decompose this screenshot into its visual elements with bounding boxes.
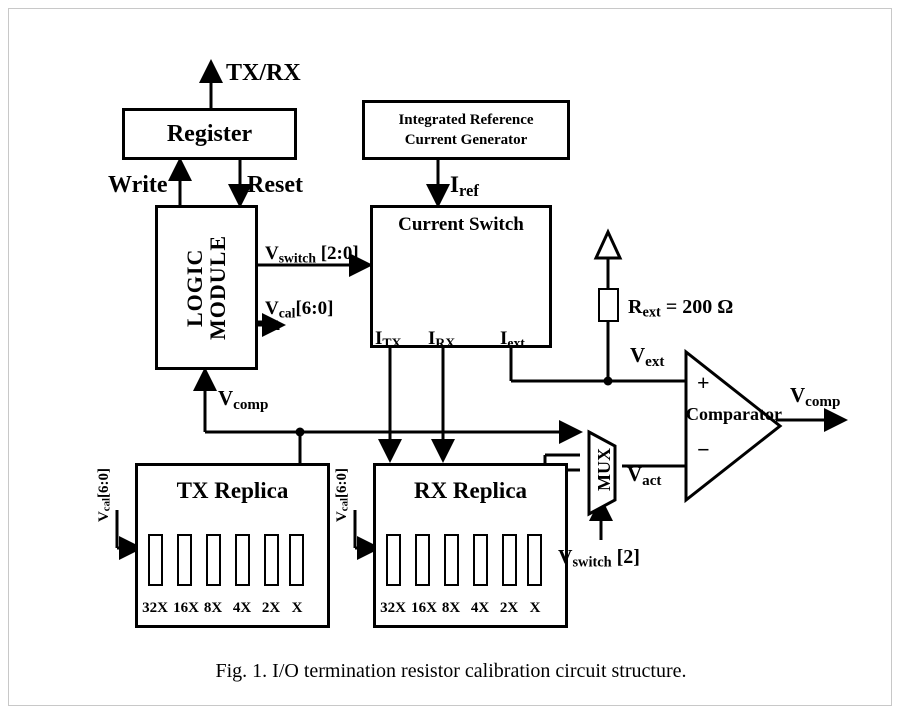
logic-module-label-line1: LOGIC — [182, 248, 208, 327]
current-switch-block[interactable] — [370, 205, 552, 348]
rx-replica-resistor — [473, 534, 488, 586]
ref-gen-label-line2: Current Generator — [404, 132, 528, 148]
tx-replica-resistor — [235, 534, 250, 586]
vswitch-bus-label: $V_{switch}$ [2:0] — [265, 243, 359, 266]
vcomp-output-label: $V_{comp}$ — [790, 383, 841, 410]
comparator-minus-label: − — [697, 437, 710, 462]
rx-weight-label: 16X — [411, 600, 437, 616]
reference-current-generator-block[interactable] — [362, 100, 570, 160]
tx-replica-resistor — [264, 534, 279, 586]
itx-label: $I_{TX}$ — [375, 328, 402, 351]
tx-weight-label: 2X — [261, 600, 281, 616]
rext-resistor-symbol — [598, 288, 619, 322]
tx-weight-label: X — [291, 600, 303, 616]
txrx-label: TX/RX — [226, 60, 301, 86]
vext-label: $V_{ext}$ — [630, 343, 665, 370]
tx-weight-label: 32X — [142, 600, 168, 616]
rx-replica-resistor — [444, 534, 459, 586]
tx-replica-resistor — [289, 534, 304, 586]
reset-label: Reset — [247, 172, 303, 198]
vcal-bus-label: $V_{cal}[6:0]$ — [265, 298, 334, 321]
rx-weight-label: 8X — [441, 600, 461, 616]
ref-gen-label-line1: Integrated Reference — [398, 111, 534, 128]
tx-weight-label: 8X — [203, 600, 223, 616]
tx-weight-label: 16X — [173, 600, 199, 616]
tx-replica-resistor — [148, 534, 163, 586]
tx-replica-resistor — [206, 534, 221, 586]
tx-weight-label: 4X — [232, 600, 252, 616]
register-label: Register — [166, 120, 253, 147]
write-label: Write — [108, 172, 168, 198]
mux-label[interactable]: MUX — [594, 448, 614, 491]
rext-label: $R_{ext} = 200$ Ω — [628, 296, 734, 321]
rx-replica-resistor — [502, 534, 517, 586]
logic-module-label-line2: MODULE — [205, 235, 231, 340]
rx-weight-label: 2X — [499, 600, 519, 616]
rx-replica-resistor — [386, 534, 401, 586]
tx-replica-label: TX Replica — [176, 478, 289, 503]
rx-replica-resistor — [415, 534, 430, 586]
vcal-tx-label: $V_{cal}[6:0]$ — [96, 468, 113, 523]
irx-label: $I_{RX}$ — [428, 328, 456, 351]
rx-weight-label: 32X — [380, 600, 406, 616]
tx-replica-resistor — [177, 534, 192, 586]
comparator-label: Comparator — [686, 404, 782, 424]
logic-module-block[interactable] — [155, 205, 258, 370]
vcal-rx-label: $V_{cal}[6:0]$ — [334, 468, 351, 523]
rx-replica-resistor — [527, 534, 542, 586]
comparator-plus-label: + — [697, 370, 710, 395]
iext-label: $I_{ext}$ — [500, 328, 525, 351]
vcomp-input-label: $V_{comp}$ — [218, 386, 269, 413]
figure-caption: Fig. 1. I/O termination resistor calibration circuit structure. — [215, 660, 687, 682]
rx-weight-label: 4X — [470, 600, 490, 616]
rx-replica-label: RX Replica — [413, 478, 528, 503]
rx-weight-label: X — [529, 600, 541, 616]
vact-label: $V_{act}$ — [627, 462, 662, 489]
current-switch-label: Current Switch — [398, 214, 524, 235]
vswitch-select-label: $V_{switch}$ [2] — [558, 546, 640, 571]
iref-label: $I_{ref}$ — [450, 172, 479, 201]
register-block[interactable] — [122, 108, 297, 160]
